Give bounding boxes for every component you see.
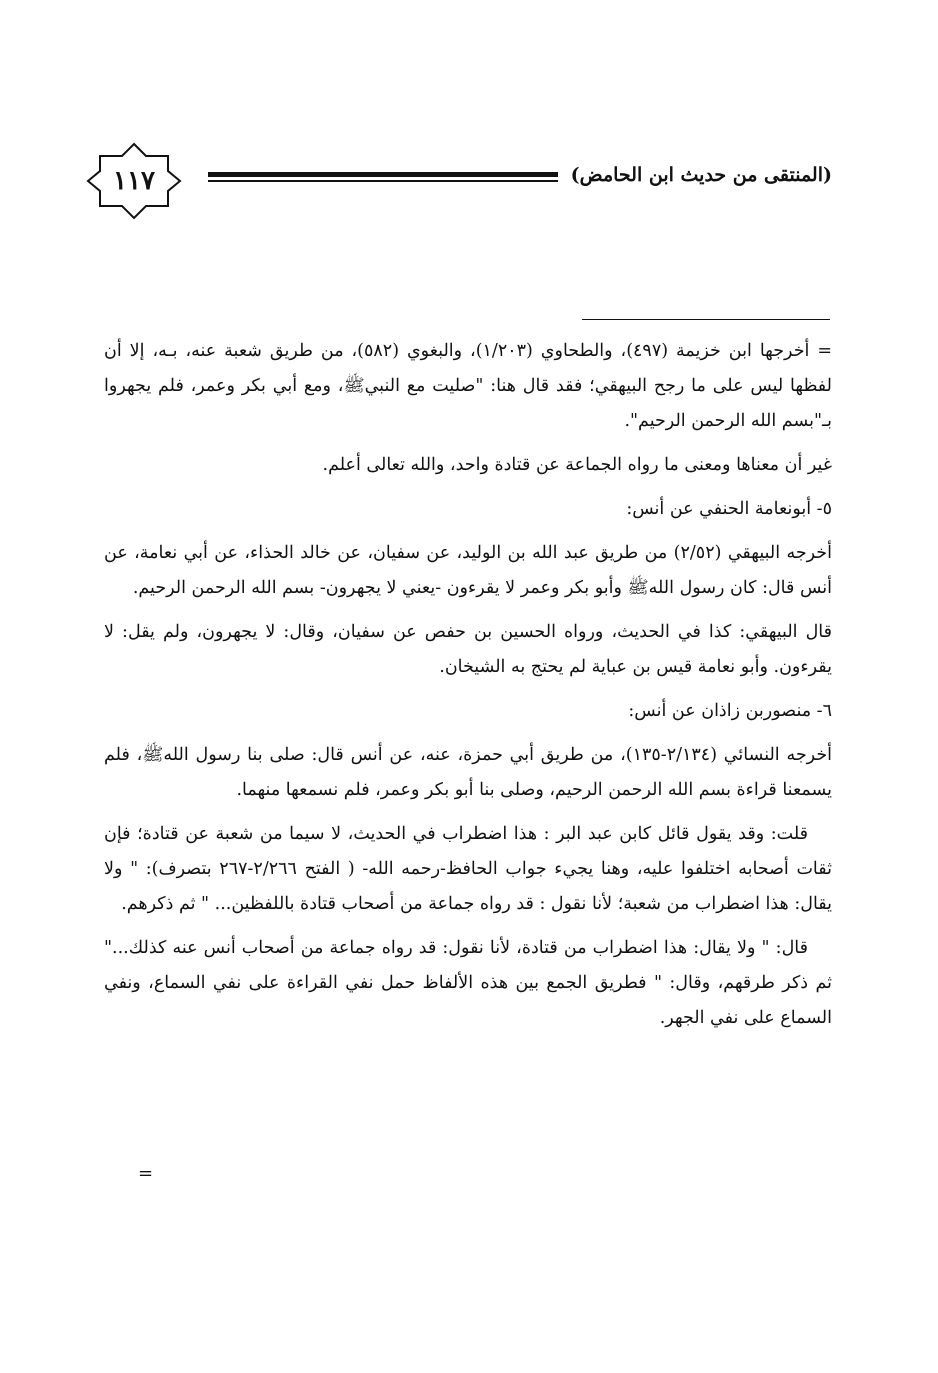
header-rule	[208, 172, 558, 184]
header-rule-thick	[208, 172, 558, 177]
header-rule-thin	[208, 180, 558, 182]
continued-end-mark: =	[138, 1163, 154, 1184]
page-number-badge	[86, 140, 182, 222]
footnote-body	[104, 334, 832, 1045]
footnote-paragraph-continued: = أخرجها ابن خزيمة (٤٩٧)، والطحاوي (١/٢٠٣)، والبغوي (٥٨٢)، من طريق شعبة عنه، بـه، إلا أن لفظها ليس على ما رجح البيهقي؛ فقد قال هنا: "صليت مع النبيﷺ، ومع أبي بكر وعمر، فلم يجهروا بـ"بسم الله الرحمن الرحيم".	[104, 341, 832, 431]
page-number: ١١٧	[113, 166, 155, 196]
footnote-paragraph-qultu: قلت: وقد يقول قائل كابن عبد البر : هذا اضطراب في الحديث، لا سيما من شعبة عن قتادة؛ فإن ثقات أصحابه اختلفوا عليه، وهنا يجيء جواب الحافظ-رحمه الله- ( الفتح ٢/٢٦٦-٢٦٧ بتصرف): " ولا يقال: هذا اضطراب من شعبة؛ لأنا نقول : قد رواه جماعة من أصحاب قتادة باللفظين... " ثم ذكرهم.	[104, 824, 832, 914]
footnote-paragraph-note: غير أن معناها ومعنى ما رواه الجماعة عن قتادة واحد، والله تعالى أعلم.	[322, 455, 832, 475]
footnote-paragraph-bayhaqi: أخرجه البيهقي (٢/٥٢) من طريق عبد الله بن الوليد، عن سفيان، عن خالد الحذاء، عن أبي نعامة، عن أنس قال: كان رسول اللهﷺ وأبو بكر وعمر لا يقرءون -يعني لا يجهرون- بسم الله الرحمن الرحيم.	[104, 543, 832, 598]
footnote-separator-rule	[582, 319, 830, 320]
footnote-heading-abu-naama: ٥- أبونعامة الحنفي عن أنس:	[626, 499, 832, 519]
footnote-heading-mansur: ٦- منصوربن زاذان عن أنس:	[628, 701, 832, 721]
footnote-paragraph-nasai: أخرجه النسائي (٢/١٣٤-١٣٥)، من طريق أبي حمزة، عنه، عن أنس قال: صلى بنا رسول اللهﷺ، فلم يسمعنا قراءة بسم الله الرحمن الرحيم، وصلى بنا أبو بكر وعمر، فلم نسمعها منهما.	[104, 745, 832, 800]
footnote-paragraph-bayhaqi-comment: قال البيهقي: كذا في الحديث، ورواه الحسين بن حفص عن سفيان، وقال: لا يجهرون، ولم يقل: لا يقرءون. وأبو نعامة قيس بن عباية لم يحتج به الشيخان.	[104, 622, 832, 677]
footnote-paragraph-qala: قال: " ولا يقال: هذا اضطراب من قتادة، لأنا نقول: قد رواه جماعة من أصحاب أنس عنه كذلك..." ثم ذكر طرقهم، وقال: " فطريق الجمع بين هذه الألفاظ حمل نفي القراءة على نفي السماع، ونفي السماع على نفي الجهر.	[104, 938, 832, 1028]
running-title: (المنتقى من حديث ابن الحامض)	[570, 164, 832, 186]
